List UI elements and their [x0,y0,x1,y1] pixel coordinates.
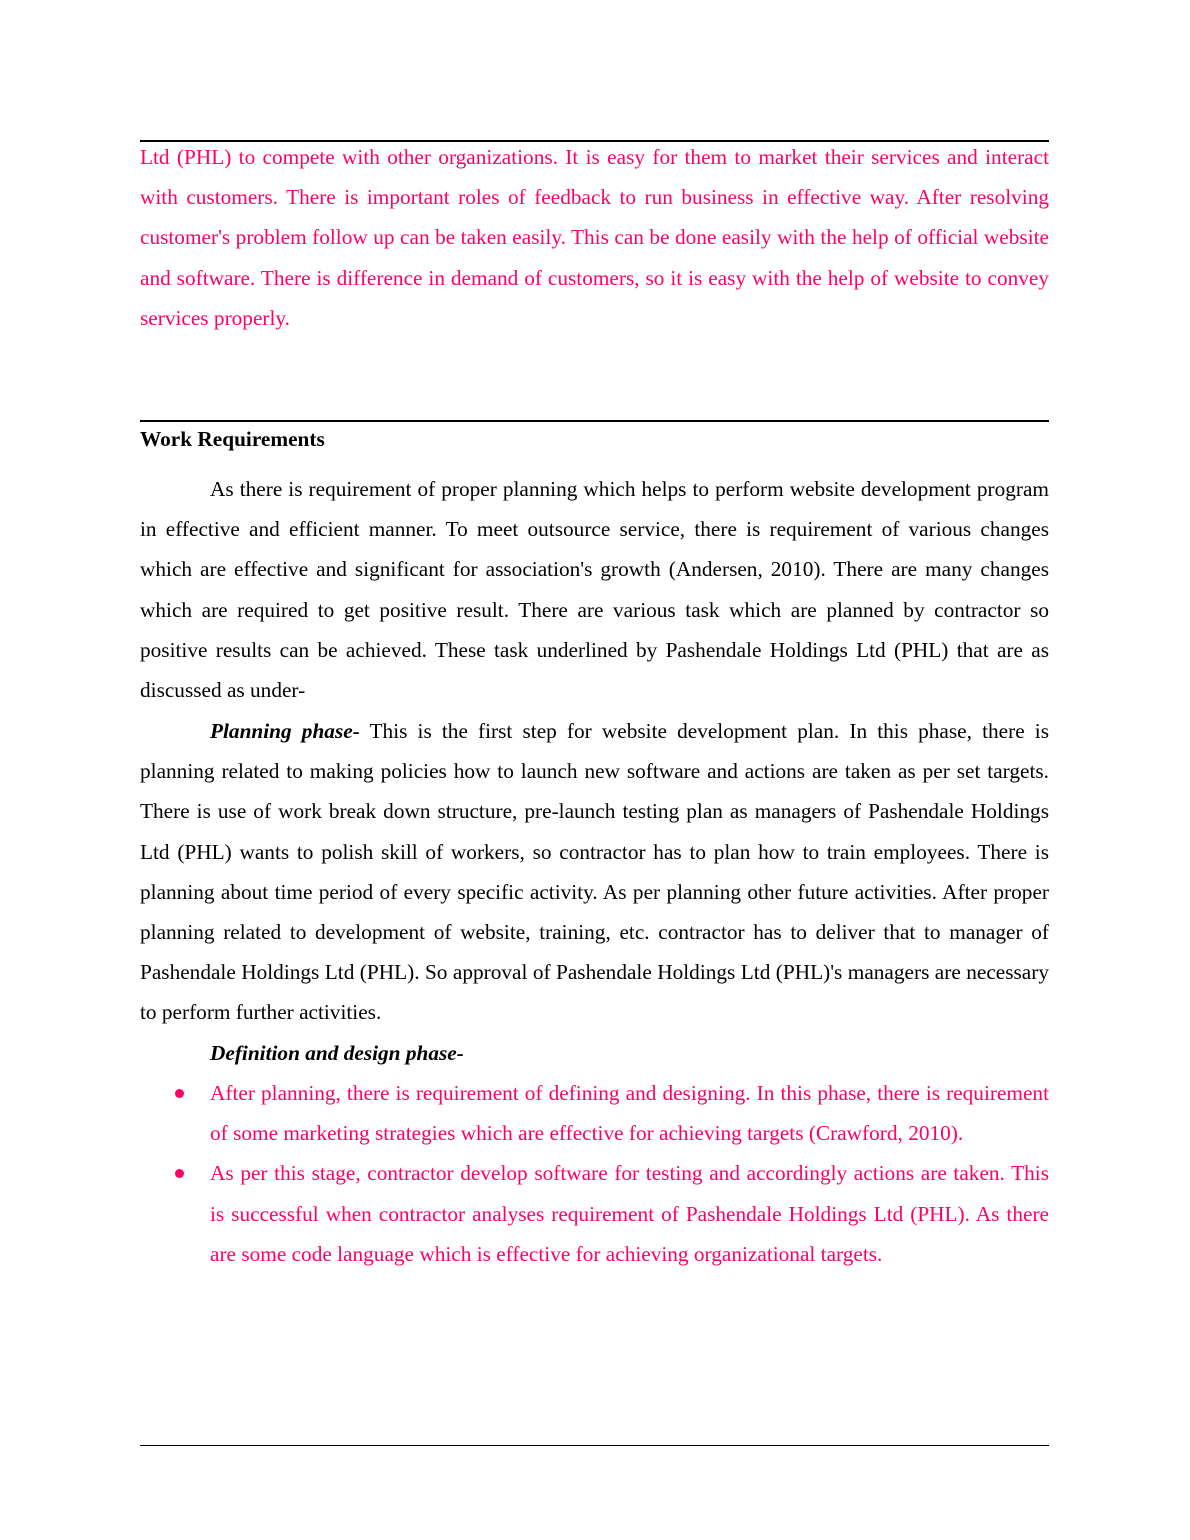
body-paragraph-planning [140,711,1049,1033]
bullet-icon [175,1169,184,1178]
bullet-list [140,1073,1049,1274]
list-item [140,1073,1049,1153]
planning-phase-label: Planning phase- [210,719,360,743]
list-item-text: As per this stage, contractor develop software for testing and accordingly actions are taken. This is successful when contractor analyses requirement of Pashendale Holdings Ltd (PHL). As there are some code language which is effective for achieving organizational targets. [210,1161,1049,1266]
section-heading: Work Requirements [140,427,325,451]
body-paragraph-requirements: As there is requirement of proper planning which helps to perform website development program in effective and efficient manner. To meet outsource service, there is requirement of various changes which are effective and significant for association's growth (Andersen, 2010). There are many changes which are required to get positive result. There are various task which are planned by contractor so positive results can be achieved. These task underlined by Pashendale Holdings Ltd (PHL) that are as discussed as under- [140,477,1049,703]
intro-paragraph: Ltd (PHL) to compete with other organizations. It is easy for them to market their services and interact with customers. There is important roles of feedback to run business in effective way. After resolving customer's problem follow up can be taken easily. This can be done easily with the help of official website and software. There is difference in demand of customers, so it is easy with the help of website to convey services properly. [140,145,1049,330]
bullet-icon [175,1089,184,1098]
list-item [140,1153,1049,1274]
planning-phase-text: This is the first step for website development plan. In this phase, there is planning related to making policies how to launch new software and actions are taken as per set targets. There is use of work break down structure, pre-launch testing plan as managers of Pashendale Holdings Ltd (PHL) wants to polish skill of workers, so contractor has to plan how to train employees. There is planning about time period of every specific activity. As per planning other future activities. After proper planning related to development of website, training, etc. contractor has to deliver that to manager of Pashendale Holdings Ltd (PHL). So approval of Pashendale Holdings Ltd (PHL)'s managers are necessary to perform further activities. [140,719,1049,1025]
definition-design-heading: Definition and design phase- [210,1041,464,1065]
list-item-text: After planning, there is requirement of defining and designing. In this phase, there is requirement of some marketing strategies which are effective for achieving targets (Crawford, 2010). [210,1081,1049,1146]
section-divider [140,420,1049,422]
footer-divider [140,1445,1049,1446]
